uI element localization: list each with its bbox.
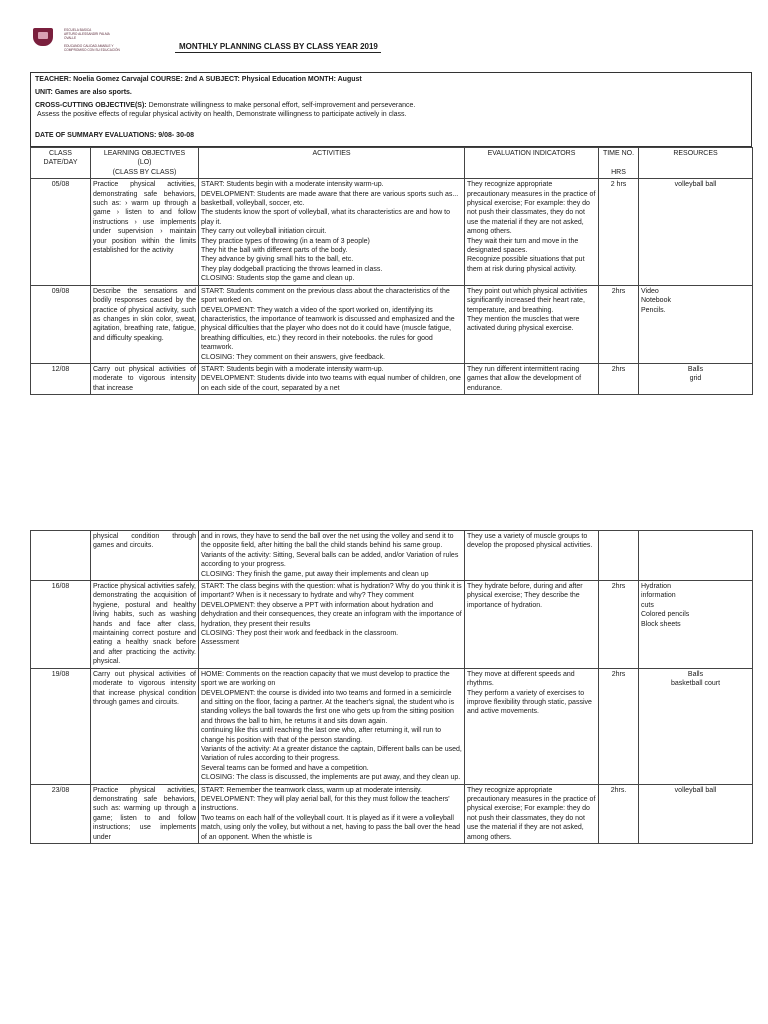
activity-line: CLOSING: The class is discussed, the implements are put away, and they clean up. [201,774,461,782]
activity-line: They advance by giving small hits to the ball, etc. [201,256,354,264]
learning-objective: Practice physical activities safely, demonstrating the acquisition of hygiene, postural and healthy living habits, such as washing hands and face after class, maintaining correct posture and eating a healthy snack before and after practicing the activity. physical. [91,581,199,669]
resource-item: volleyball ball [674,181,717,189]
activity-line: DEVELOPMENT: Students divide into two teams with equal number of children, one on each side of the court, separated by a net [201,375,461,392]
evaluation-line: They point out which physical activities significantly increased their heart rate, temperature, and breathing. [467,287,588,314]
evaluation-line: They perform a variety of exercises to improve flexibility through static, passive and active movements. [467,689,592,716]
header-activities: ACTIVITIES [199,148,465,179]
evaluation-cell [465,531,599,581]
evaluation-line: They wait their turn and move in the designated spaces. [467,237,579,255]
resource-item: volleyball ball [674,786,717,794]
evaluation-cell [465,179,599,285]
evaluation-line: They recognize appropriate precautionary measures in the practice of physical exercise; For example: they do not push their classmates, they do not use the material if they are not asked, among others. [467,786,596,841]
table-row [31,285,753,363]
resource-item: Notebook [641,297,671,305]
header-date: CLASS DATE/DAY [31,148,91,179]
resources-cell [639,285,753,363]
learning-objective: Carry out physical activities of moderate to vigorous intensity that increase [91,363,199,394]
evaluation-cell [465,581,599,669]
learning-objective: physical condition through games and circuits. [91,531,199,581]
resource-item: Block sheets [641,620,681,628]
class-date: 19/08 [31,668,91,784]
activities-cell [199,581,465,669]
evaluation-cell [465,668,599,784]
table-header-row [31,148,753,179]
activity-line: CLOSING: Students stop the game and clean up. [201,275,355,283]
resource-item: grid [689,375,702,383]
learning-objective: Describe the sensations and bodily responses caused by the practice of physical activity, such as changes in skin color, sweat, agitation, breathing rate, fatigue, and difficulty speaking. [91,285,199,363]
evaluation-line: They move at different speeds and rhythms. [467,670,575,688]
activity-line: START: Remember the teamwork class, warm up at moderate intensity. [201,786,422,794]
activity-line: They carry out volleyball initiation circuit. [201,228,327,236]
evaluation-cell [465,784,599,843]
activity-line: continuing like this until reaching the last one who, after returning it, will run to change his position with that of the person standing. [201,727,442,744]
activity-line: They hit the ball with different parts of the body. [201,247,348,255]
resource-item: basketball court [670,680,721,688]
resource-item: Balls [687,365,704,373]
activity-line: Two teams on each half of the volleyball court. It is played as if it were a volleyball match, using only the volley, but without a net, having to pass the ball over the head of an opponent. When the whistle is [201,814,461,841]
resource-item: information [641,592,676,600]
activity-line: They practice types of throwing (in a team of 3 people) [201,237,370,245]
resources-cell [639,581,753,669]
activity-line: Several teams can be formed and have a competition. [201,764,369,772]
activities-cell [199,668,465,784]
resources-cell [639,531,753,581]
activity-line: Assessment [201,639,240,647]
time-hours: 2hrs. [599,784,639,843]
activity-line: DEVELOPMENT: Students are made aware that there are various sports such as... basketball, volleyball, soccer, etc. [201,190,459,208]
table-row [31,363,753,394]
activities-cell [199,179,465,285]
time-hours: 2hrs [599,668,639,784]
activity-line: and in rows, they have to send the ball over the net using the volley and send it to the opposite field, after hitting the ball the child stands behind his same group. [201,533,454,550]
activities-cell [199,363,465,394]
activity-line: START: Students begin with a moderate intensity warm-up. [201,181,384,189]
evaluation-line: They recognize appropriate precautionary measures in the practice of physical exercise; For example: they do not push their classmates, they do not use the material if they are not asked, among others. [467,181,596,236]
page-header [30,22,752,58]
school-logo-icon [30,28,56,48]
school-name: ESCUELA BASICA ARTURO ALESSANDRI PALMA OVALLE EDUCANDO CALIDAD AMABLE Y COMPROMISO CON SU EDUCACIÓN [64,28,120,52]
class-date: 09/08 [31,285,91,363]
activity-line: DEVELOPMENT: the course is divided into two teams and formed in a semicircle and sitting on the floor, facing a partner. At the teacher's signal, the student who is standing volleys the ball towards the first one who gets up from the sitting position and throws the ball to him, he returns it and sits down again. [201,689,455,725]
time-hours [599,531,639,581]
evaluation-line: They run different intermittent racing games that allow the development of endurance. [467,365,582,392]
table-row [31,531,753,581]
cross-cutting-objective: CROSS-CUTTING OBJECTIVE(S): Demonstrate willingness to make personal effort, self-improvement and perseverance. [35,102,416,109]
resource-item: Balls [687,670,704,678]
time-hours: 2 hrs [599,179,639,285]
resource-item: Hydration [641,583,671,591]
activity-line: DEVELOPMENT: They watch a video of the sport worked on, identifying its characteristics, the importance of teamwork is discussed and emphasized and the physical difficulties that the player who does not do it could have (muscle fatigue, breathing difficulties, etc.) they record in their notebooks. the rules for good teamwork. [201,306,455,352]
evaluation-cell [465,285,599,363]
cross-cutting-objective-2: Assess the positive effects of regular physical activity on health, Demonstrate willingness to participate actively in class. [37,111,407,118]
activity-line: Variants of the activity: Sitting, Several balls can be added, and/or Variation of rules according to your progress. [201,551,459,569]
learning-objective: Carry out physical activities of moderate to vigorous intensity that increase physical condition through games and circuits. [91,668,199,784]
learning-objective: Practice physical activities, demonstrating safe behaviors, such as: › warm up through a game › listen to and follow instructions › use implements under supervision › maintain your position within the limits established for the activity [91,179,199,285]
planning-table-page-1 [30,147,753,395]
unit-line: UNIT: Games are also sports. [35,89,132,96]
planning-header [30,72,752,147]
time-hours: 2hrs [599,285,639,363]
time-hours: 2hrs [599,363,639,394]
table-row [31,784,753,843]
activity-line: START: Students comment on the previous class about the characteristics of the sport worked on. [201,287,450,305]
planning-table-page-2 [30,530,753,844]
evaluation-line: They use a variety of muscle groups to develop the proposed physical activities. [467,533,593,550]
activity-line: CLOSING: They post their work and feedback in the classroom. [201,630,399,638]
table-row [31,179,753,285]
activity-line: The students know the sport of volleyball, what its characteristics are and how to play it. [201,209,451,226]
resources-cell [639,179,753,285]
activity-line: DEVELOPMENT: They will play aerial ball, for this they must follow the teachers' instructions. [201,795,450,813]
activity-line: CLOSING: They finish the game, put away their implements and clean up [201,570,429,578]
evaluation-cell [465,363,599,394]
activity-line: They play dodgeball practicing the throws learned in class. [201,265,383,273]
resources-cell [639,668,753,784]
header-time: TIME NO. HRS [599,148,639,179]
activities-cell [199,285,465,363]
resources-cell [639,363,753,394]
activity-line: START: Students begin with a moderate intensity warm-up. [201,365,384,373]
teacher-line: TEACHER: Noelia Gomez Carvajal COURSE: 2nd A SUBJECT: Physical Education MONTH: August [35,76,362,83]
resource-item: cuts [641,601,654,609]
activities-cell [199,531,465,581]
activity-line: CLOSING: They comment on their answers, give feedback. [201,353,385,361]
activity-line: Variants of the activity: At a greater distance the captain, Different balls can be used, Variation of rules according to their progress. [201,745,462,763]
header-resources: RESOURCES [639,148,753,179]
class-date: 05/08 [31,179,91,285]
header-lo: LEARNING OBJECTIVES (LO) (CLASS BY CLASS) [91,148,199,179]
resource-item: Pencils. [641,306,666,314]
header-eval: EVALUATION INDICATORS [465,148,599,179]
activity-line: HOME: Comments on the reaction capacity that we must develop to practice the sport we are working on [201,670,450,688]
class-date [31,531,91,581]
time-hours: 2hrs [599,581,639,669]
evaluation-line: They hydrate before, during and after physical exercise; They describe the importance of hydration. [467,583,583,609]
activity-line: START: The class begins with the question: what is hydration? Why do you think it is important? When is it necessary to hydrate and why? They comment [201,583,462,600]
resource-item: Video [641,287,659,295]
table-row [31,581,753,669]
evaluation-line: Recognize possible situations that put them at risk during physical activity. [467,256,585,273]
learning-objective: Practice physical activities, demonstrating safe behaviors, such as: warming up through a game; listen to and follow instructions; use implements under [91,784,199,843]
evaluation-line: They mention the muscles that were activated during physical exercise. [467,315,580,333]
resource-item: Colored pencils [641,611,690,619]
class-date: 23/08 [31,784,91,843]
class-date: 12/08 [31,363,91,394]
activities-cell [199,784,465,843]
summary-evaluation-dates: DATE OF SUMMARY EVALUATIONS: 9/08- 30-08 [35,132,195,139]
table-row [31,668,753,784]
page-1 [30,22,752,395]
document-title: MONTHLY PLANNING CLASS BY CLASS YEAR 2019 [175,42,381,53]
activity-line: DEVELOPMENT: they observe a PPT with information about hydration and dehydration and their consequences, they create an infogram with the importance of hydration, they present their results [201,601,462,628]
page-2 [30,530,752,844]
resources-cell [639,784,753,843]
class-date: 16/08 [31,581,91,669]
